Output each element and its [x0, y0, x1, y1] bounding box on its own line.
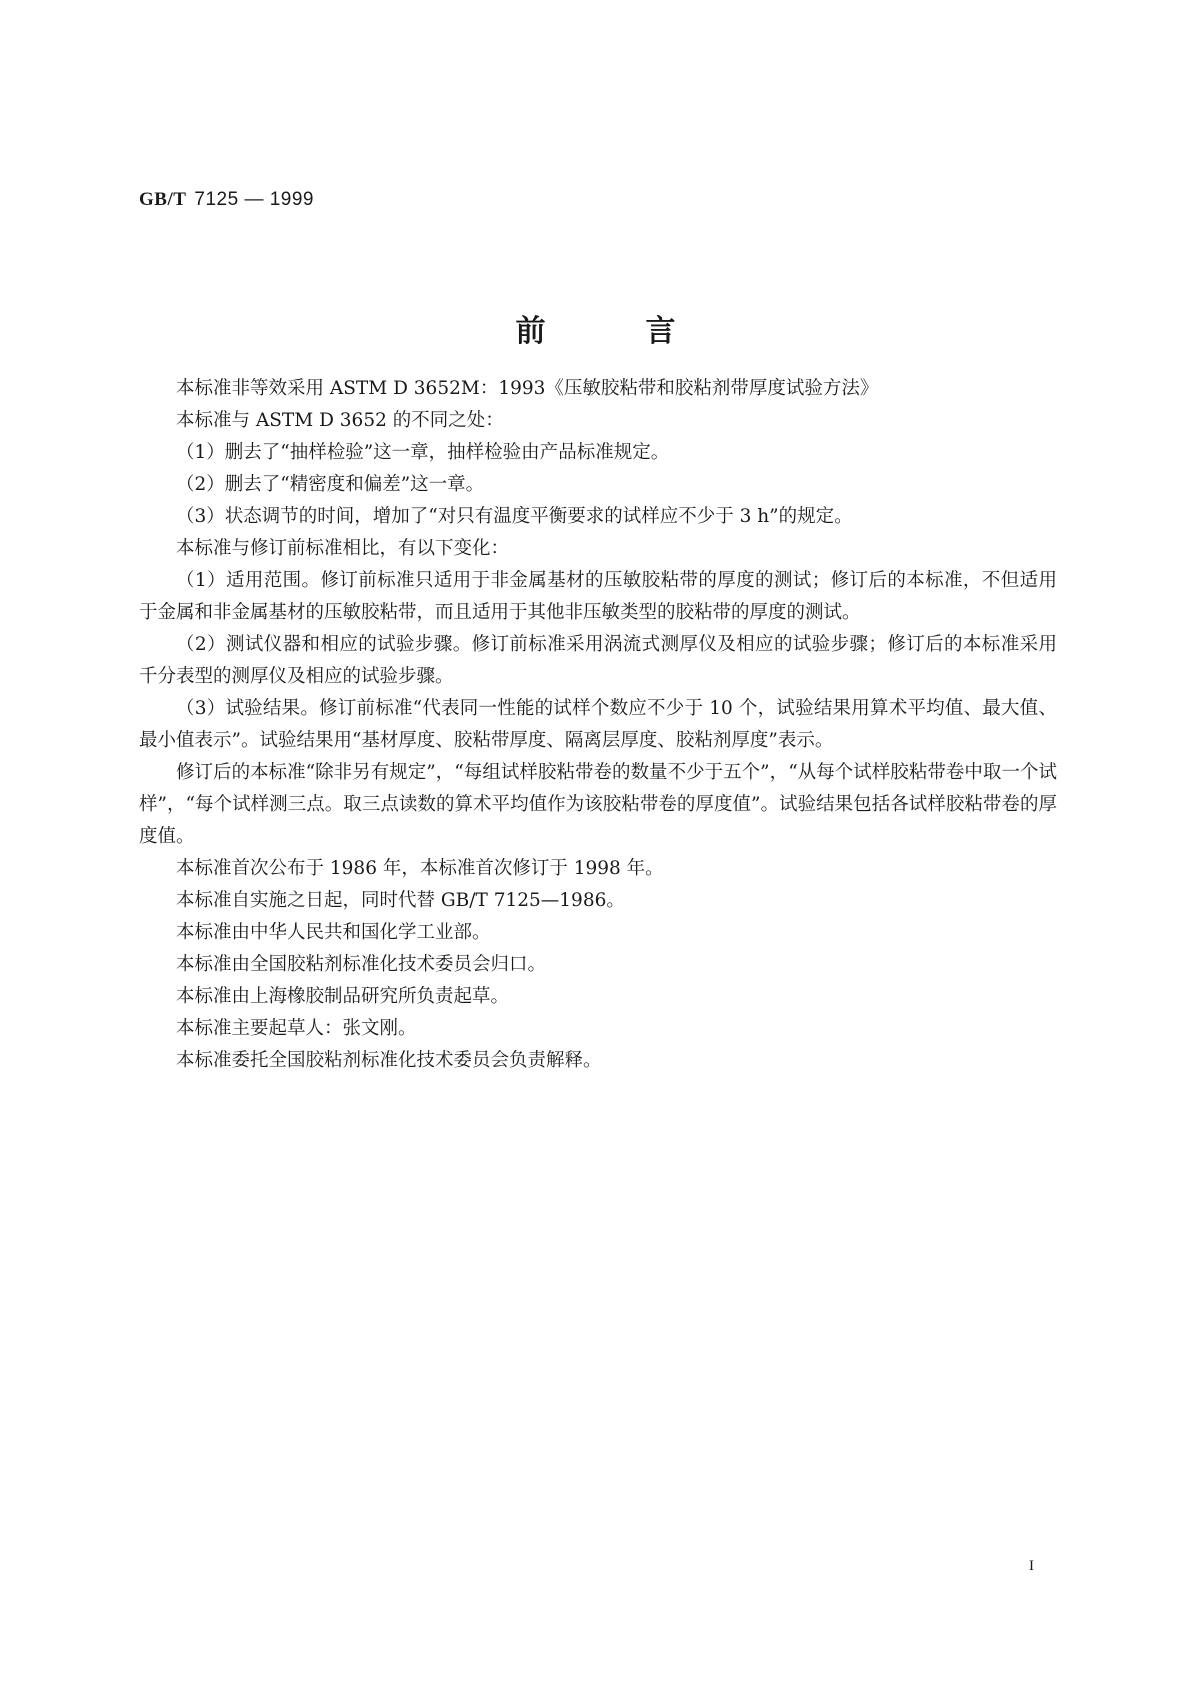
paragraph: 本标准由全国胶粘剂标准化技术委员会归口。 [176, 954, 547, 975]
standard-number: 7125 — 1999 [194, 189, 314, 210]
paragraph: （1）适用范围。修订前标准只适用于非金属基材的压敏胶粘带的厚度的测试；修订后的本标准，不但适用于金属和非金属基材的压敏胶粘带，而且适用于其他非压敏类型的胶粘带的厚度的测试。 [139, 570, 1057, 623]
paragraph: 本标准自实施之日起，同时代替 GB/T 7125—1986。 [176, 890, 625, 911]
paragraph: 本标准非等效采用 ASTM D 3652M：1993《压敏胶粘带和胶粘剂带厚度试验方法》 [176, 378, 879, 399]
page-number: I [1029, 1558, 1034, 1574]
foreword-body [139, 373, 1057, 1077]
paragraph: 本标准首次公布于 1986 年，本标准首次修订于 1998 年。 [176, 858, 664, 879]
paragraph: （3）状态调节的时间，增加了“对只有温度平衡要求的试样应不少于 3 h”的规定。 [176, 506, 853, 527]
paragraph: 本标准与修订前标准相比，有以下变化： [176, 538, 510, 559]
paragraph: 本标准与 ASTM D 3652 的不同之处： [176, 410, 504, 431]
paragraph: （3）试验结果。修订前标准“代表同一性能的试样个数应不少于 10 个，试验结果用算术平均值、最大值、最小值表示”。试验结果用“基材厚度、胶粘带厚度、隔离层厚度、胶粘剂厚度”表示。 [139, 698, 1057, 751]
paragraph: （2）删去了“精密度和偏差”这一章。 [176, 474, 485, 495]
paragraph: 本标准委托全国胶粘剂标准化技术委员会负责解释。 [176, 1050, 602, 1071]
paragraph: 本标准主要起草人：张文刚。 [176, 1018, 417, 1039]
standard-prefix: GB/T [139, 189, 187, 210]
paragraph: （2）测试仪器和相应的试验步骤。修订前标准采用涡流式测厚仪及相应的试验步骤；修订后的本标准采用千分表型的测厚仪及相应的试验步骤。 [139, 634, 1057, 687]
standard-code [139, 188, 314, 211]
page-title: 前言 [515, 314, 776, 349]
paragraph: （1）删去了“抽样检验”这一章，抽样检验由产品标准规定。 [176, 442, 670, 463]
paragraph: 本标准由上海橡胶制品研究所负责起草。 [176, 986, 510, 1007]
paragraph: 本标准由中华人民共和国化学工业部。 [176, 922, 491, 943]
paragraph: 修订后的本标准“除非另有规定”，“每组试样胶粘带卷的数量不少于五个”，“从每个试样胶粘带卷中取一个试样”，“每个试样测三点。取三点读数的算术平均值作为该胶粘带卷的厚度值”。试验结果包括各试样胶粘带卷的厚度值。 [139, 762, 1057, 847]
